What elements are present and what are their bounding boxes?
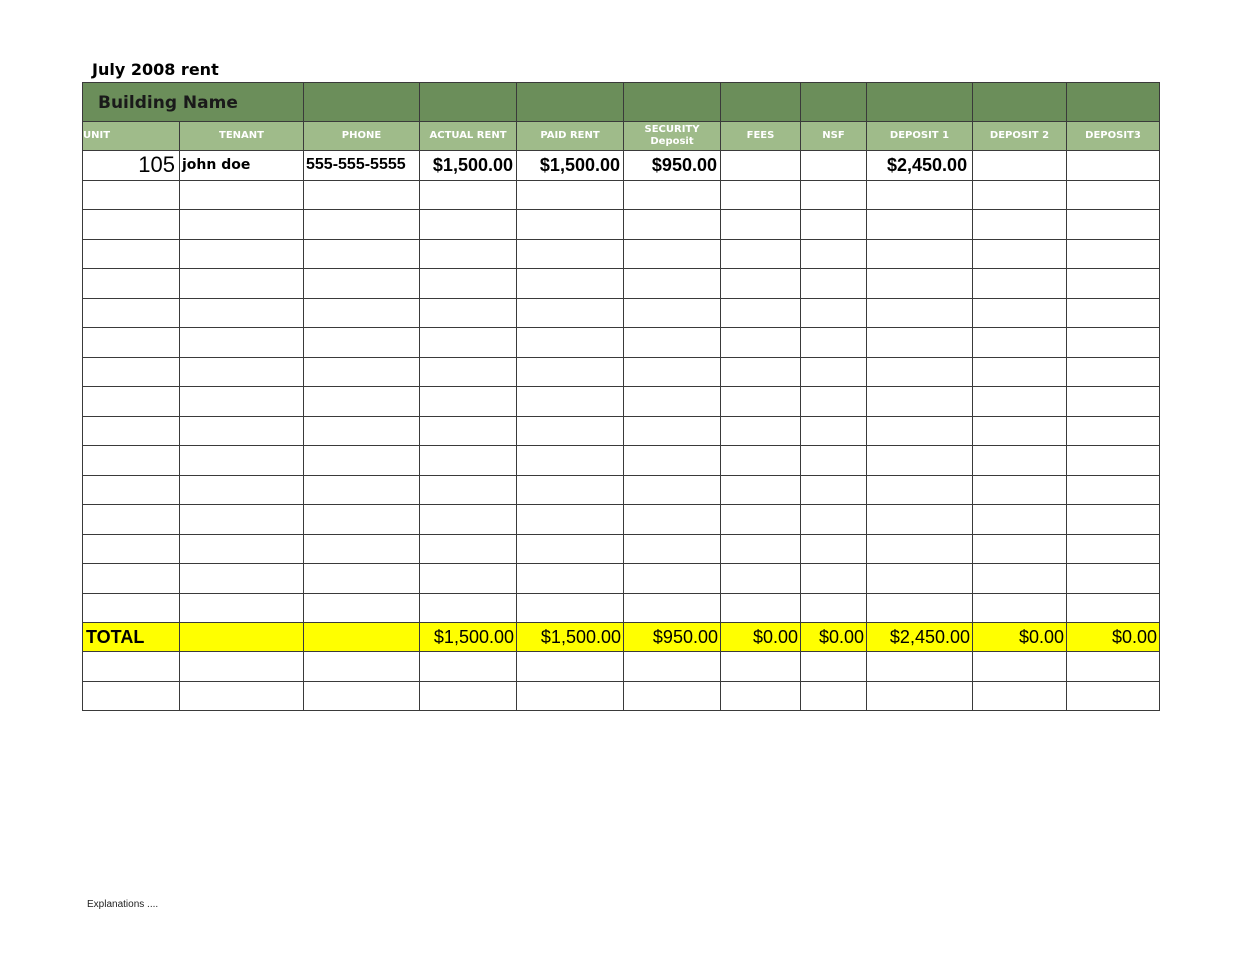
header-security-line2: Deposit xyxy=(650,136,694,147)
table-cell[interactable] xyxy=(1067,387,1160,417)
table-cell[interactable] xyxy=(1067,505,1160,535)
table-cell[interactable] xyxy=(624,416,721,446)
table-cell[interactable] xyxy=(180,298,304,328)
cell-tenant[interactable]: john doe xyxy=(180,151,304,181)
building-row-cell[interactable] xyxy=(1067,83,1160,122)
total-deposit-2[interactable]: $0.00 xyxy=(973,623,1067,652)
table-cell[interactable] xyxy=(801,475,867,505)
table-cell[interactable] xyxy=(867,180,973,210)
table-cell[interactable] xyxy=(801,681,867,711)
table-cell[interactable] xyxy=(517,298,624,328)
table-cell[interactable] xyxy=(517,180,624,210)
table-cell[interactable] xyxy=(83,446,180,476)
table-cell[interactable] xyxy=(517,534,624,564)
total-security[interactable]: $950.00 xyxy=(624,623,721,652)
table-cell[interactable] xyxy=(801,652,867,682)
table-cell[interactable] xyxy=(973,681,1067,711)
table-cell[interactable] xyxy=(721,475,801,505)
table-cell[interactable] xyxy=(973,593,1067,623)
table-cell[interactable] xyxy=(721,239,801,269)
table-cell[interactable] xyxy=(420,564,517,594)
table-cell[interactable] xyxy=(721,269,801,299)
table-cell[interactable] xyxy=(1067,416,1160,446)
table-cell[interactable] xyxy=(180,210,304,240)
table-cell[interactable] xyxy=(420,681,517,711)
cell-deposit-2[interactable] xyxy=(973,151,1067,181)
building-row-cell[interactable] xyxy=(624,83,721,122)
cell-paid-rent[interactable]: $1,500.00 xyxy=(517,151,624,181)
table-cell[interactable] xyxy=(180,446,304,476)
table-cell[interactable] xyxy=(867,505,973,535)
table-cell[interactable] xyxy=(973,269,1067,299)
table-cell[interactable] xyxy=(801,210,867,240)
table-cell[interactable] xyxy=(304,564,420,594)
table-cell[interactable] xyxy=(304,475,420,505)
table-cell[interactable] xyxy=(801,387,867,417)
table-cell[interactable] xyxy=(973,652,1067,682)
table-cell[interactable] xyxy=(1067,210,1160,240)
table-cell[interactable] xyxy=(973,328,1067,358)
table-cell[interactable] xyxy=(801,269,867,299)
table-cell[interactable] xyxy=(83,387,180,417)
table-cell[interactable] xyxy=(517,239,624,269)
table-cell[interactable] xyxy=(83,416,180,446)
table-cell[interactable] xyxy=(304,298,420,328)
building-row-cell[interactable] xyxy=(721,83,801,122)
table-cell[interactable] xyxy=(180,416,304,446)
table-cell[interactable] xyxy=(867,681,973,711)
table-row xyxy=(83,239,1160,269)
table-cell[interactable] xyxy=(973,534,1067,564)
table-cell[interactable] xyxy=(517,357,624,387)
cell-deposit-3[interactable] xyxy=(1067,151,1160,181)
table-cell[interactable] xyxy=(517,269,624,299)
table-cell[interactable] xyxy=(973,387,1067,417)
table-cell[interactable] xyxy=(1067,534,1160,564)
table-cell[interactable] xyxy=(304,180,420,210)
table-cell[interactable] xyxy=(721,534,801,564)
table-cell[interactable] xyxy=(624,505,721,535)
table-cell[interactable] xyxy=(304,652,420,682)
table-cell[interactable] xyxy=(801,564,867,594)
total-deposit-3[interactable]: $0.00 xyxy=(1067,623,1160,652)
table-cell[interactable] xyxy=(721,564,801,594)
table-cell[interactable] xyxy=(1067,446,1160,476)
table-cell[interactable] xyxy=(1067,475,1160,505)
table-cell[interactable] xyxy=(624,652,721,682)
table-cell[interactable] xyxy=(304,534,420,564)
header-fees[interactable]: FEES xyxy=(721,122,801,151)
table-cell[interactable] xyxy=(1067,298,1160,328)
table-cell[interactable] xyxy=(83,357,180,387)
total-deposit-1[interactable]: $2,450.00 xyxy=(867,623,973,652)
table-cell[interactable] xyxy=(973,446,1067,476)
cell-fees[interactable] xyxy=(721,151,801,181)
table-cell[interactable] xyxy=(721,357,801,387)
table-cell[interactable] xyxy=(180,534,304,564)
table-cell[interactable] xyxy=(1067,652,1160,682)
table-cell[interactable] xyxy=(973,564,1067,594)
header-paid-rent[interactable]: PAID RENT xyxy=(517,122,624,151)
table-cell[interactable] xyxy=(517,328,624,358)
building-name-cell[interactable]: Building Name xyxy=(83,83,304,122)
table-cell[interactable] xyxy=(801,534,867,564)
table-cell[interactable] xyxy=(304,387,420,417)
table-cell[interactable] xyxy=(721,328,801,358)
total-nsf[interactable]: $0.00 xyxy=(801,623,867,652)
table-cell[interactable] xyxy=(801,328,867,358)
table-cell[interactable] xyxy=(721,505,801,535)
table-cell[interactable] xyxy=(83,564,180,594)
table-cell[interactable] xyxy=(801,416,867,446)
total-actual-rent[interactable]: $1,500.00 xyxy=(420,623,517,652)
header-deposit-2[interactable]: DEPOSIT 2 xyxy=(973,122,1067,151)
table-cell[interactable] xyxy=(973,210,1067,240)
table-cell[interactable] xyxy=(721,681,801,711)
table-cell[interactable] xyxy=(420,269,517,299)
header-unit[interactable]: UNIT xyxy=(83,122,180,151)
table-cell[interactable] xyxy=(973,180,1067,210)
table-cell[interactable] xyxy=(867,446,973,476)
table-cell[interactable] xyxy=(420,180,517,210)
table-cell[interactable] xyxy=(420,593,517,623)
column-header-row xyxy=(83,122,1160,151)
table-cell[interactable] xyxy=(721,298,801,328)
table-cell[interactable] xyxy=(180,505,304,535)
table-cell[interactable] xyxy=(180,357,304,387)
table-cell[interactable] xyxy=(624,446,721,476)
document-title: July 2008 rent xyxy=(92,60,219,79)
table-cell[interactable] xyxy=(304,593,420,623)
table-cell[interactable] xyxy=(867,593,973,623)
table-cell[interactable] xyxy=(1067,328,1160,358)
table-cell[interactable] xyxy=(624,180,721,210)
cell-deposit-1[interactable]: $2,450.00 xyxy=(867,151,973,181)
table-cell[interactable] xyxy=(624,298,721,328)
table-cell[interactable] xyxy=(304,357,420,387)
table-row xyxy=(83,210,1160,240)
building-row-cell[interactable] xyxy=(420,83,517,122)
table-row xyxy=(83,534,1160,564)
rent-table xyxy=(82,82,1160,711)
table-row xyxy=(83,328,1160,358)
table-row xyxy=(83,505,1160,535)
building-row xyxy=(83,83,1160,122)
table-cell[interactable] xyxy=(1067,239,1160,269)
table-cell[interactable] xyxy=(867,298,973,328)
table-cell[interactable] xyxy=(801,446,867,476)
table-cell[interactable] xyxy=(83,180,180,210)
table-cell[interactable] xyxy=(867,239,973,269)
table-cell[interactable] xyxy=(517,681,624,711)
table-cell[interactable] xyxy=(1067,357,1160,387)
table-cell[interactable] xyxy=(624,210,721,240)
table-cell[interactable] xyxy=(517,593,624,623)
table-cell[interactable] xyxy=(867,328,973,358)
header-security-deposit[interactable] xyxy=(624,122,721,151)
table-row xyxy=(83,593,1160,623)
table-cell[interactable] xyxy=(180,180,304,210)
table-cell[interactable] xyxy=(83,505,180,535)
table-cell[interactable] xyxy=(304,210,420,240)
table-cell[interactable] xyxy=(801,298,867,328)
table-cell[interactable] xyxy=(83,652,180,682)
total-cell-phone[interactable] xyxy=(304,623,420,652)
cell-phone[interactable]: 555-555-5555 xyxy=(304,151,420,181)
table-cell[interactable] xyxy=(624,357,721,387)
table-cell[interactable] xyxy=(721,416,801,446)
table-cell[interactable] xyxy=(180,387,304,417)
table-cell[interactable] xyxy=(867,269,973,299)
table-cell[interactable] xyxy=(624,534,721,564)
table-cell[interactable] xyxy=(304,239,420,269)
table-cell[interactable] xyxy=(1067,593,1160,623)
table-cell[interactable] xyxy=(304,416,420,446)
table-cell[interactable] xyxy=(721,180,801,210)
table-cell[interactable] xyxy=(867,210,973,240)
header-security-line1: SECURITY xyxy=(644,124,700,135)
table-cell[interactable] xyxy=(624,593,721,623)
table-cell[interactable] xyxy=(420,505,517,535)
table-row xyxy=(83,652,1160,682)
header-tenant[interactable]: TENANT xyxy=(180,122,304,151)
table-cell[interactable] xyxy=(304,446,420,476)
table-row xyxy=(83,446,1160,476)
table-cell[interactable] xyxy=(867,387,973,417)
table-cell[interactable] xyxy=(721,210,801,240)
table-cell[interactable] xyxy=(624,239,721,269)
table-cell[interactable] xyxy=(420,387,517,417)
table-cell[interactable] xyxy=(420,298,517,328)
total-fees[interactable]: $0.00 xyxy=(721,623,801,652)
table-row xyxy=(83,151,1160,181)
table-row xyxy=(83,180,1160,210)
table-row xyxy=(83,564,1160,594)
cell-security[interactable]: $950.00 xyxy=(624,151,721,181)
header-deposit-1[interactable]: DEPOSIT 1 xyxy=(867,122,973,151)
table-cell[interactable] xyxy=(801,357,867,387)
table-row xyxy=(83,357,1160,387)
table-cell[interactable] xyxy=(420,475,517,505)
table-cell[interactable] xyxy=(973,298,1067,328)
table-row xyxy=(83,475,1160,505)
table-cell[interactable] xyxy=(973,416,1067,446)
table-cell[interactable] xyxy=(180,681,304,711)
table-cell[interactable] xyxy=(867,416,973,446)
table-cell[interactable] xyxy=(420,328,517,358)
explanations-note: Explanations .... xyxy=(87,899,159,910)
table-cell[interactable] xyxy=(1067,269,1160,299)
table-cell[interactable] xyxy=(801,180,867,210)
building-row-cell[interactable] xyxy=(517,83,624,122)
table-cell[interactable] xyxy=(801,239,867,269)
table-cell[interactable] xyxy=(973,475,1067,505)
table-cell[interactable] xyxy=(517,416,624,446)
table-cell[interactable] xyxy=(624,564,721,594)
table-cell[interactable] xyxy=(517,564,624,594)
table-row xyxy=(83,681,1160,711)
table-cell[interactable] xyxy=(867,534,973,564)
table-row xyxy=(83,269,1160,299)
table-cell[interactable] xyxy=(420,652,517,682)
header-phone[interactable]: PHONE xyxy=(304,122,420,151)
table-cell[interactable] xyxy=(1067,564,1160,594)
table-cell[interactable] xyxy=(973,357,1067,387)
total-cell-tenant[interactable] xyxy=(180,623,304,652)
table-cell[interactable] xyxy=(83,475,180,505)
table-cell[interactable] xyxy=(624,387,721,417)
table-cell[interactable] xyxy=(801,505,867,535)
table-cell[interactable] xyxy=(180,269,304,299)
table-cell[interactable] xyxy=(420,210,517,240)
table-cell[interactable] xyxy=(420,534,517,564)
table-cell[interactable] xyxy=(83,298,180,328)
table-cell[interactable] xyxy=(624,269,721,299)
table-cell[interactable] xyxy=(517,652,624,682)
table-cell[interactable] xyxy=(304,328,420,358)
table-cell[interactable] xyxy=(420,446,517,476)
cell-nsf[interactable] xyxy=(801,151,867,181)
table-cell[interactable] xyxy=(180,564,304,594)
table-row xyxy=(83,416,1160,446)
table-cell[interactable] xyxy=(517,475,624,505)
table-cell[interactable] xyxy=(721,446,801,476)
table-cell[interactable] xyxy=(973,505,1067,535)
table-cell[interactable] xyxy=(1067,681,1160,711)
table-cell[interactable] xyxy=(721,652,801,682)
table-cell[interactable] xyxy=(180,593,304,623)
table-cell[interactable] xyxy=(517,387,624,417)
table-cell[interactable] xyxy=(83,269,180,299)
header-actual-rent[interactable]: ACTUAL RENT xyxy=(420,122,517,151)
table-cell[interactable] xyxy=(624,328,721,358)
table-cell[interactable] xyxy=(420,416,517,446)
table-cell[interactable] xyxy=(304,505,420,535)
table-cell[interactable] xyxy=(517,446,624,476)
table-cell[interactable] xyxy=(180,475,304,505)
table-cell[interactable] xyxy=(1067,180,1160,210)
table-cell[interactable] xyxy=(624,681,721,711)
table-cell[interactable] xyxy=(867,357,973,387)
building-row-cell[interactable] xyxy=(801,83,867,122)
table-cell[interactable] xyxy=(867,564,973,594)
header-deposit-3[interactable]: DEPOSIT3 xyxy=(1067,122,1160,151)
table-cell[interactable] xyxy=(180,652,304,682)
total-paid-rent[interactable]: $1,500.00 xyxy=(517,623,624,652)
table-cell[interactable] xyxy=(304,681,420,711)
table-cell[interactable] xyxy=(83,239,180,269)
table-cell[interactable] xyxy=(83,593,180,623)
cell-actual-rent[interactable]: $1,500.00 xyxy=(420,151,517,181)
table-cell[interactable] xyxy=(624,475,721,505)
table-cell[interactable] xyxy=(420,239,517,269)
building-row-cell[interactable] xyxy=(304,83,420,122)
table-cell[interactable] xyxy=(801,593,867,623)
table-cell[interactable] xyxy=(304,269,420,299)
table-cell[interactable] xyxy=(867,652,973,682)
total-label[interactable]: TOTAL xyxy=(83,623,180,652)
table-cell[interactable] xyxy=(867,475,973,505)
table-cell[interactable] xyxy=(420,357,517,387)
table-row xyxy=(83,387,1160,417)
table-cell[interactable] xyxy=(83,681,180,711)
table-row xyxy=(83,298,1160,328)
table-cell[interactable] xyxy=(517,505,624,535)
building-row-cell[interactable] xyxy=(973,83,1067,122)
table-cell[interactable] xyxy=(83,210,180,240)
table-cell[interactable] xyxy=(517,210,624,240)
building-row-cell[interactable] xyxy=(867,83,973,122)
table-cell[interactable] xyxy=(973,239,1067,269)
total-row xyxy=(83,623,1160,652)
cell-unit[interactable]: 105 xyxy=(83,151,180,181)
table-cell[interactable] xyxy=(83,534,180,564)
header-nsf[interactable]: NSF xyxy=(801,122,867,151)
table-cell[interactable] xyxy=(180,328,304,358)
table-cell[interactable] xyxy=(721,387,801,417)
table-cell[interactable] xyxy=(83,328,180,358)
table-cell[interactable] xyxy=(721,593,801,623)
table-cell[interactable] xyxy=(180,239,304,269)
